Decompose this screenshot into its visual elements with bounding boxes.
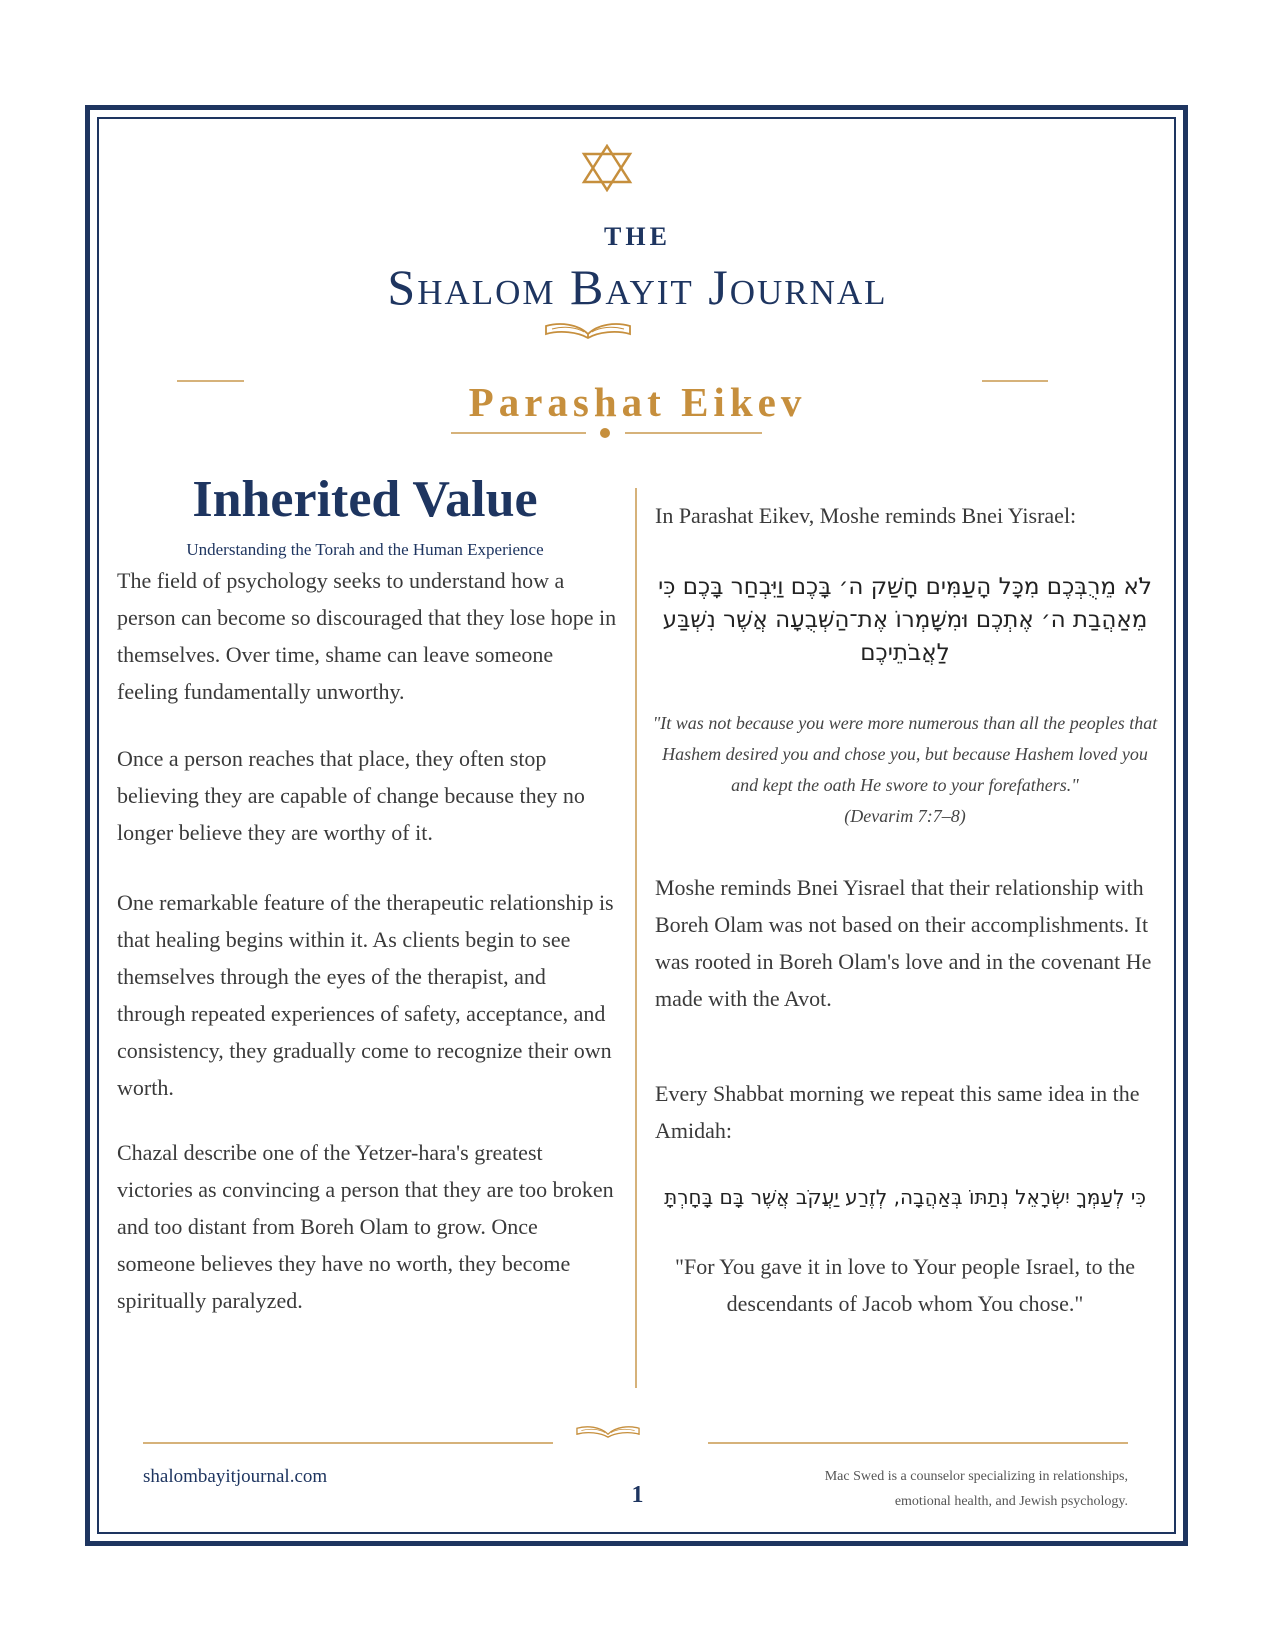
article-subtitle: Understanding the Torah and the Human Experience (186, 540, 544, 559)
masthead-title: Shalom Bayit Journal (387, 259, 888, 315)
verse-translation: "It was not because you were more numerous than all the peoples that Hashem desired you and chose you, but because Hashem loved you and kept the oath He swore to your forefathers." (652, 713, 1158, 795)
page-number: 1 (631, 1482, 644, 1508)
divider-rule-left (451, 432, 586, 434)
article-title: Inherited Value (192, 471, 538, 528)
hebrew-verse: לֹא מֵרֻבְּכֶם מִכָּל הָעַמִּים חָשַׁק ה׳ בָּכֶם וַיִּבְחַר בָּכֶם כִּי מֵאַהֲבַת ה׳ אֶתְכֶם וּמִשָּׁמְרוֹ אֶת־הַשְּׁבֻעָה אֲשֶׁר נִשְׁבַּע לַאֲבֹתֵיכֶם (658, 574, 1152, 666)
footer-rule-left (143, 1442, 553, 1444)
intro-text: In Parashat Eikev, Moshe reminds Bnei Yisrael: (655, 503, 1077, 528)
open-book-icon (542, 314, 634, 340)
left-paragraph-2: Once a person reaches that place, they often stop believing they are capable of change because they no longer believe they are worthy of it. (117, 746, 585, 845)
left-paragraph-1: The field of psychology seeks to understand how a person can become so discouraged that they lose hope in themselves. Over time, shame can leave someone feeling fundamentally unworthy. (117, 568, 617, 704)
footer-website-link[interactable]: shalombayitjournal.com (143, 1466, 328, 1487)
star-of-david-icon (581, 144, 633, 192)
amidah-translation: "For You gave it in love to Your people Israel, to the descendants of Jacob whom You chose." (675, 1254, 1135, 1316)
author-bio-line-1: Mac Swed is a counselor specializing in relationships, (824, 1469, 1128, 1484)
right-paragraph-1: Moshe reminds Bnei Yisrael that their relationship with Boreh Olam was not based on their accomplishments. It was rooted in Boreh Olam's love and in the covenant He made with the Avot. (655, 875, 1152, 1011)
left-paragraph-3: One remarkable feature of the therapeutic relationship is that healing begins within it. As clients begin to see themselves through the eyes of the therapist, and through repeated experiences of safety, acceptance, and consistency, they gradually come to recognize their own worth. (117, 890, 614, 1100)
divider-rule-right (625, 432, 762, 434)
author-bio (720, 1464, 1128, 1514)
masthead-the: THE (604, 222, 671, 251)
footer-book-icon (574, 1418, 642, 1440)
left-paragraph-4: Chazal describe one of the Yetzer-hara's greatest victories as convincing a person that they are too broken and too distant from Boreh Olam to grow. Once someone believes they have no worth, they become spiritually paralyzed. (117, 1140, 614, 1313)
parasha-name: Parashat Eikev (468, 379, 807, 425)
footer-rule-right (708, 1442, 1128, 1444)
divider-dot (600, 428, 610, 438)
right-paragraph-2: Every Shabbat morning we repeat this same idea in the Amidah: (655, 1081, 1140, 1143)
author-bio-line-2: emotional health, and Jewish psychology. (894, 1494, 1128, 1509)
verse-source: (Devarim 7:7–8) (844, 806, 966, 826)
column-divider (635, 488, 637, 1388)
amidah-hebrew: כִּי לְעַמְּךָ יִשְׂרָאֵל נְתַתּוֹ בְּאַהֲבָה, לְזֶרַע יַעֲקֹב אֲשֶׁר בָּם בָּחָרְתָּ (664, 1185, 1146, 1209)
